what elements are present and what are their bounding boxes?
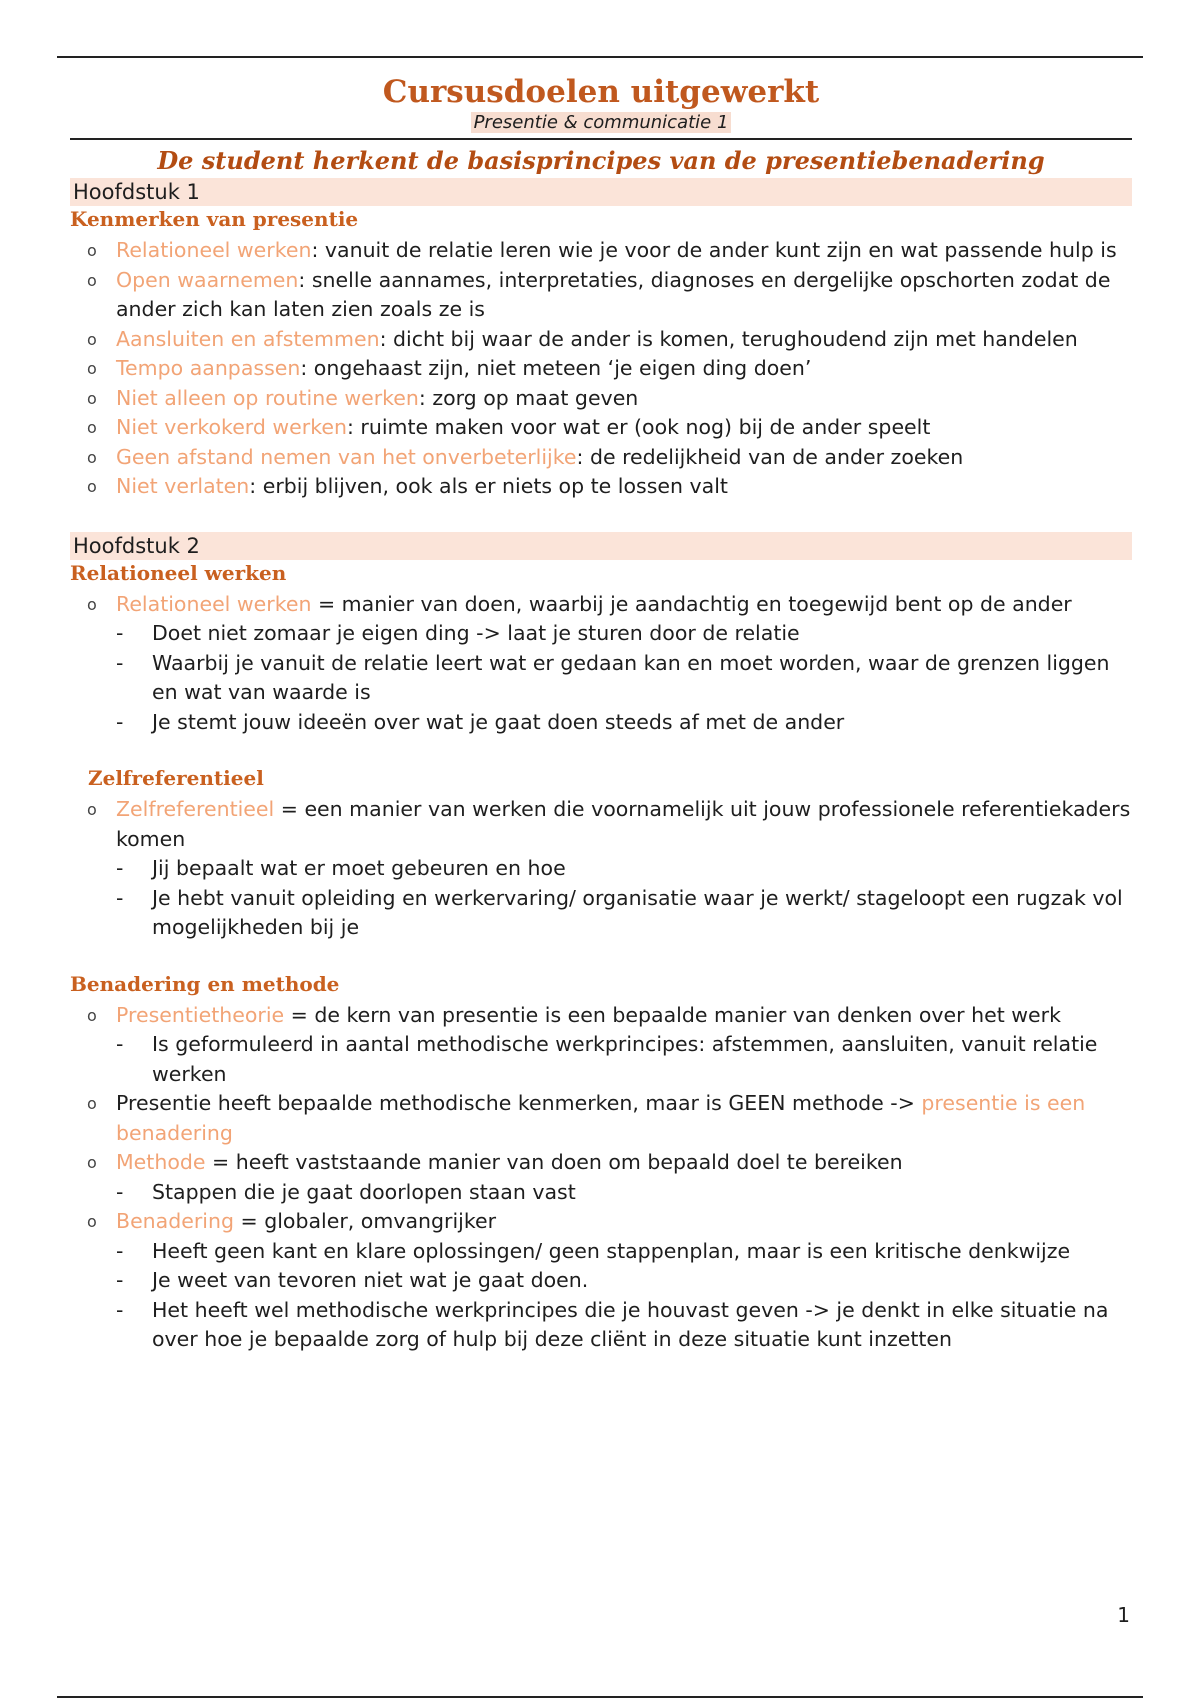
bullet-icon: o	[87, 1153, 97, 1172]
bullet-icon: o	[87, 594, 97, 614]
sub-item: - Je weet van tevoren niet wat je gaat doen.	[116, 1268, 589, 1292]
section-heading-kenmerken: Kenmerken van presentie	[70, 207, 359, 231]
list-item: o Benadering = globaler, omvangrijker - Heeft geen kant en klare oplossingen/ geen stappenplan, maar is een kritische denkwijze - Je weet van tevoren niet wat je gaat doen. - Het heeft wel methodische werkprincipes die je houvast geven -> je denkt in elke situatie na over hoe je bepaalde zorg of hulp bij deze cliënt in deze situatie kunt inzetten	[70, 1207, 1132, 1355]
section-heading-zelfreferentieel: Zelfreferentieel	[88, 766, 264, 790]
kenmerken-list	[70, 236, 1132, 502]
bullet-icon: o	[87, 1005, 97, 1025]
sub-item: - Je stemt jouw ideeën over wat je gaat doen steeds af met de ander	[116, 709, 845, 734]
bullet-icon: o	[87, 359, 97, 378]
title-divider	[70, 138, 1132, 140]
sub-item: - Het heeft wel methodische werkprincipes die je houvast geven -> je denkt in elke situatie na over hoe je bepaalde zorg of hulp bij deze cliënt in deze situatie kunt inzetten	[116, 1297, 1109, 1351]
sub-item: - Is geformuleerd in aantal methodische werkprincipes: afstemmen, aansluiten, vanuit relatie werken	[116, 1032, 1098, 1086]
page-number: 1	[1117, 1603, 1130, 1627]
bullet-icon: o	[87, 1212, 97, 1231]
bullet-icon: o	[87, 241, 97, 260]
sub-list	[116, 619, 1132, 737]
section-heading-benadering: Benadering en methode	[70, 971, 340, 996]
page-title: Cursusdoelen uitgewerkt	[382, 74, 820, 110]
bullet-icon: o	[87, 800, 97, 819]
list-item: o Geen afstand nemen van het onverbeterlijke: de redelijkheid van de ander zoeken	[70, 443, 1132, 473]
sub-list	[116, 1178, 1132, 1208]
bullet-icon: o	[87, 329, 97, 349]
course-goal: De student herkent de basisprincipes van de presentiebenadering	[157, 146, 1045, 175]
page-subtitle: Presentie & communicatie 1	[70, 112, 1132, 134]
list-item: o Open waarnemen: snelle aannames, interpretaties, diagnoses en dergelijke opschorten zodat de ander zich kan laten zien zoals ze is	[87, 267, 1111, 321]
list-item: o Relationeel werken: vanuit de relatie leren wie je voor de ander kunt zijn en wat passende hulp is	[70, 236, 1132, 266]
bottom-rule	[57, 1696, 1143, 1698]
list-item: o Zelfreferentieel = een manier van werken die voornamelijk uit jouw professionele referentiekaders komen - Jij bepaalt wat er moet gebeuren en hoe - Je hebt vanuit opleiding en werkervaring/ organisatie waar je werkt/ stageloopt een rugzak vol mogelijkheden bij je	[70, 795, 1132, 943]
bullet-icon: o	[87, 1094, 97, 1113]
sub-item: - Je hebt vanuit opleiding en werkervaring/ organisatie waar je werkt/ stageloopt een rugzak vol mogelijkheden bij je	[116, 885, 1123, 939]
relationeel-list	[70, 590, 1132, 738]
list-item: o Niet verkokerd werken: ruimte maken voor wat er (ook nog) bij de ander speelt	[70, 413, 1132, 443]
list-item: o Methode = heeft vaststaande manier van doen om bepaald doel te bereiken - Stappen die je gaat doorlopen staan vast	[70, 1148, 1132, 1207]
sub-item: - Waarbij je vanuit de relatie leert wat er gedaan kan en moet worden, waar de grenzen liggen en wat van waarde is	[116, 650, 1110, 704]
sub-item: - Jij bepaalt wat er moet gebeuren en hoe	[116, 856, 566, 880]
sub-list	[116, 854, 1132, 943]
sub-list	[116, 1030, 1132, 1089]
list-item: o Niet verlaten: erbij blijven, ook als er niets op te lossen valt	[70, 472, 1132, 502]
bullet-icon: o	[87, 418, 97, 437]
bullet-icon: o	[87, 270, 97, 290]
list-item: o Relationeel werken = manier van doen, waarbij je aandachtig en toegewijd bent op de ander - Doet niet zomaar je eigen ding -> laat je sturen door de relatie - Waarbij je vanuit de relatie leert wat er gedaan kan en moet worden, waar de grenzen liggen en wat van waarde is - Je stemt jouw ideeën over wat je gaat doen steeds af met de ander	[70, 590, 1132, 738]
sub-list	[116, 1237, 1132, 1355]
list-item: o Tempo aanpassen: ongehaast zijn, niet meteen ‘je eigen ding doen’	[70, 354, 1132, 384]
list-item: o Aansluiten en afstemmen: dicht bij waar de ander is komen, terughoudend zijn met handelen	[70, 325, 1132, 355]
zelfreferentieel-list	[70, 795, 1132, 943]
sub-item: - Stappen die je gaat doorlopen staan vast	[116, 1179, 576, 1204]
top-rule	[57, 56, 1143, 58]
document-page	[70, 72, 1132, 1355]
bullet-icon: o	[87, 388, 97, 408]
section-heading-relationeel: Relationeel werken	[70, 560, 287, 585]
chapter-1-label: Hoofdstuk 1	[70, 178, 1132, 206]
chapter-2-label: Hoofdstuk 2	[70, 532, 1132, 560]
list-item: o Presentietheorie = de kern van presentie is een bepaalde manier van denken over het werk - Is geformuleerd in aantal methodische werkprincipes: afstemmen, aansluiten, vanuit relatie werken	[70, 1001, 1132, 1090]
sub-item: - Heeft geen kant en klare oplossingen/ geen stappenplan, maar is een kritische denkwijze	[116, 1238, 1071, 1263]
bullet-icon: o	[87, 447, 97, 467]
bullet-icon: o	[87, 477, 97, 496]
benadering-list	[70, 1001, 1132, 1355]
list-item: o Presentie heeft bepaalde methodische kenmerken, maar is GEEN methode -> presentie is een benadering	[87, 1091, 1086, 1145]
sub-item: - Doet niet zomaar je eigen ding -> laat je sturen door de relatie	[116, 621, 800, 645]
list-item: o Niet alleen op routine werken: zorg op maat geven	[70, 384, 1132, 414]
